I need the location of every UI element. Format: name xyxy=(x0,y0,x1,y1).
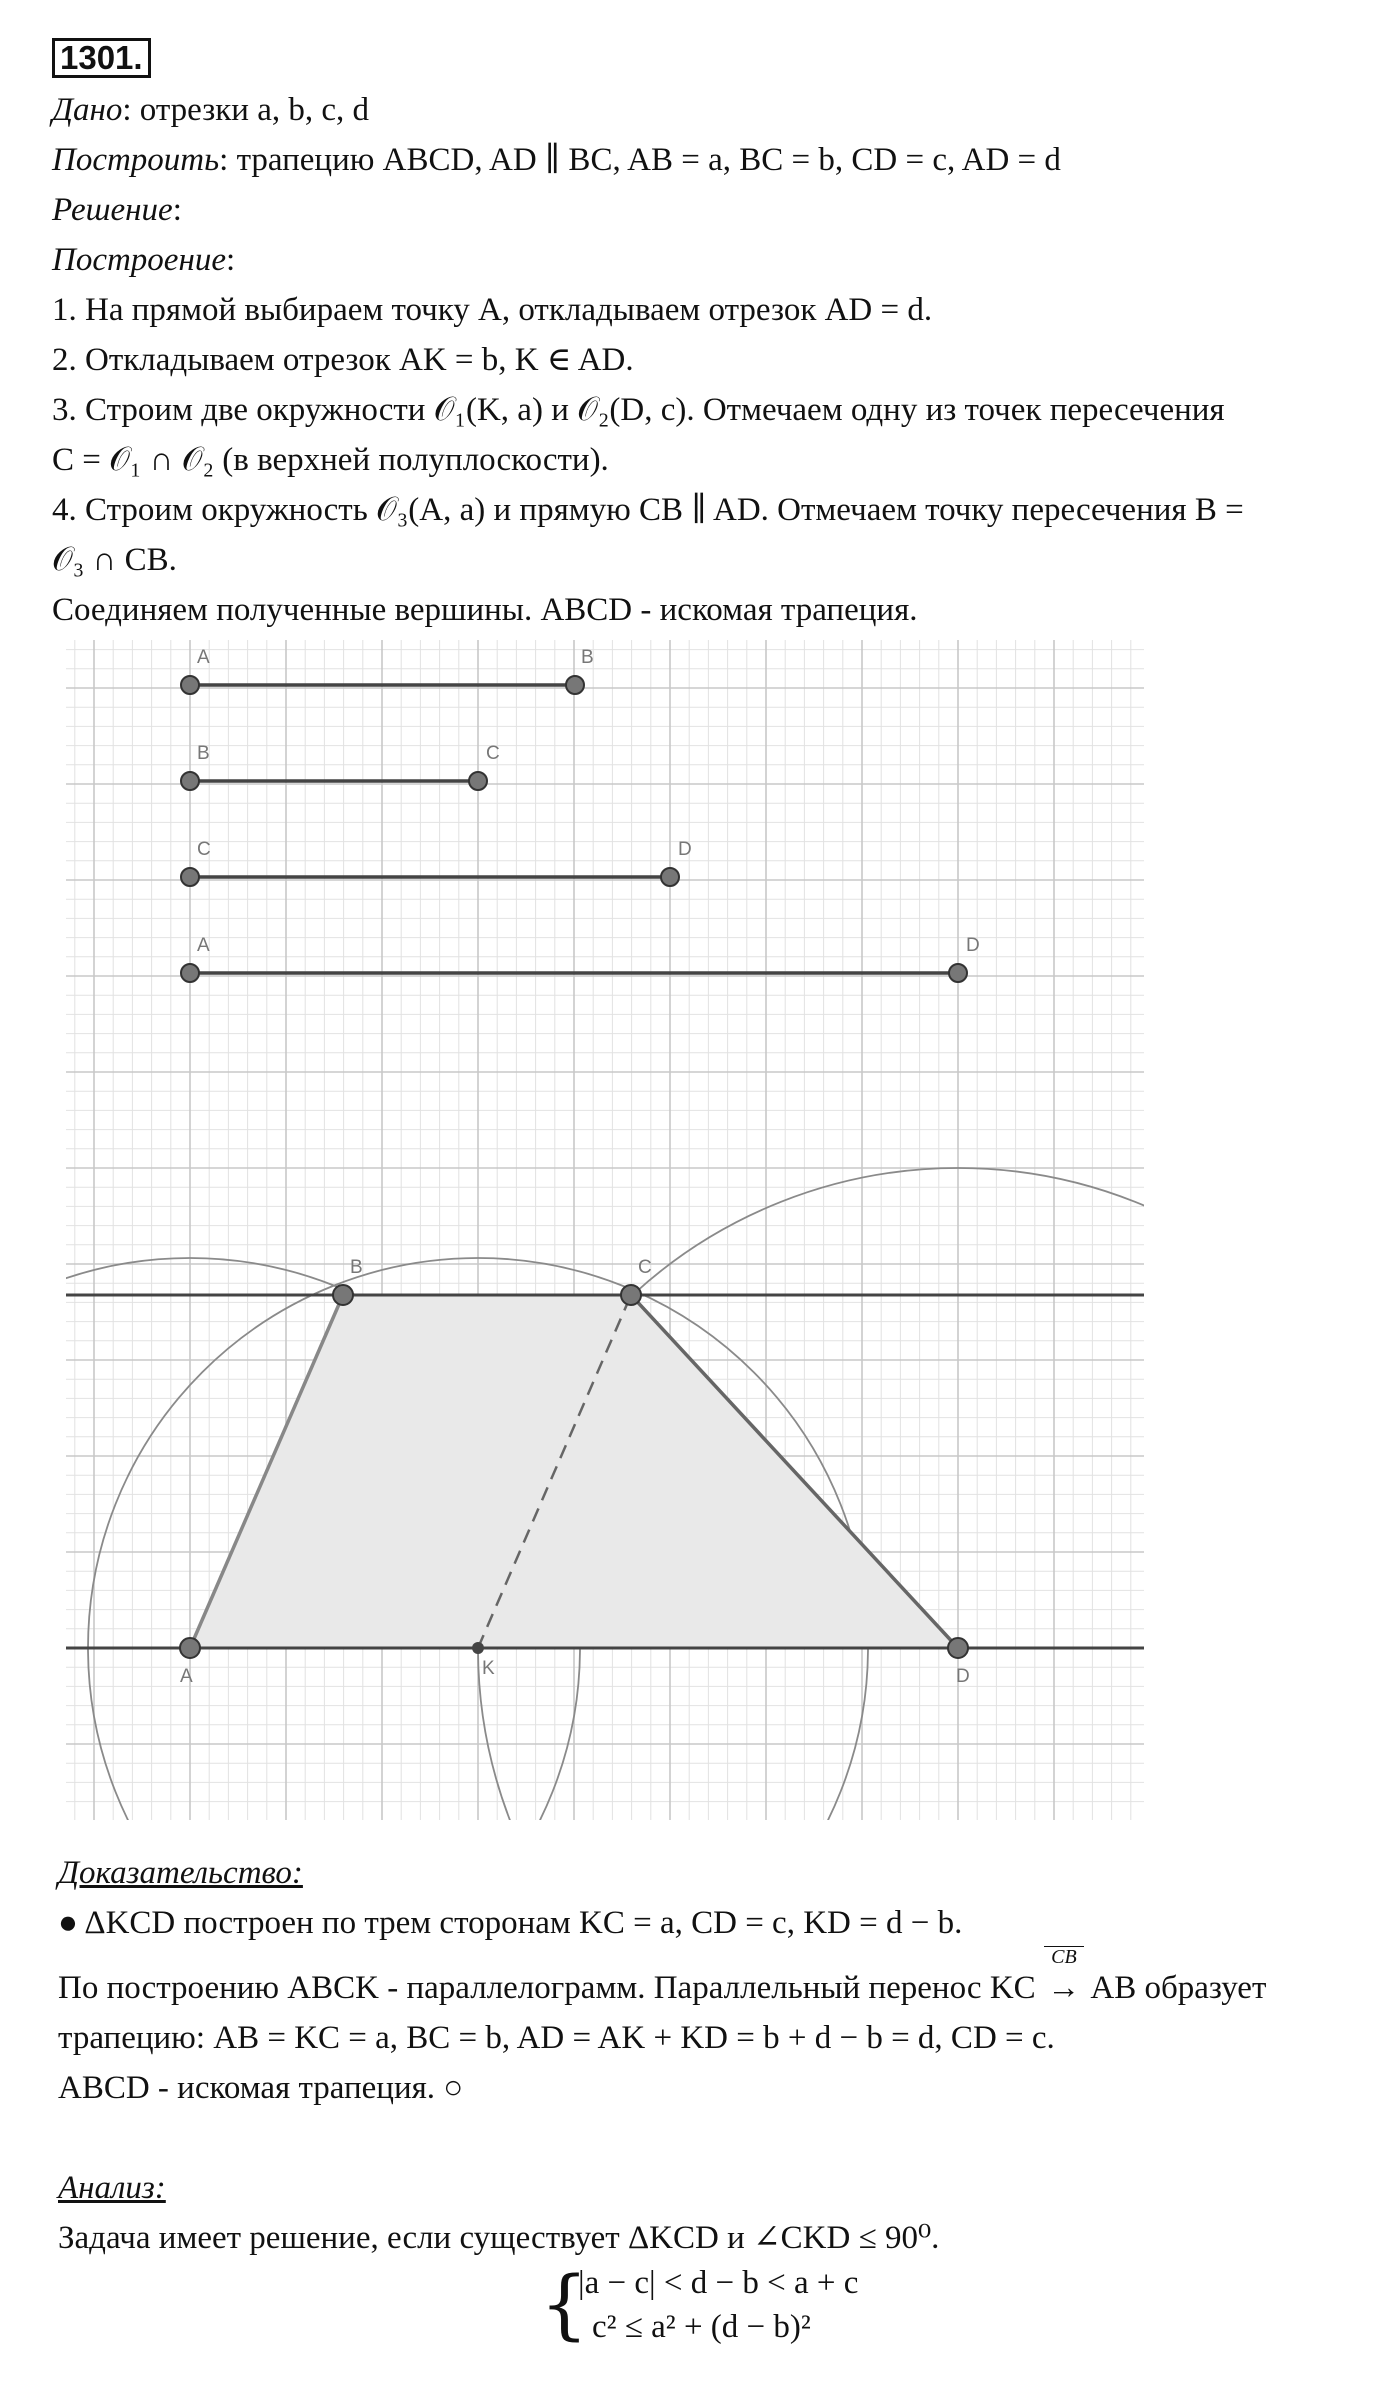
label-a: A xyxy=(180,1666,193,1687)
point-a xyxy=(180,1638,200,1658)
given-segment-c xyxy=(181,839,692,886)
construction-label: Построение xyxy=(52,242,226,278)
construction-line: Построение: xyxy=(52,242,236,278)
point-b xyxy=(333,1285,353,1305)
step-2: 2. Откладываем отрезок AK = b, K ∈ AD. xyxy=(52,342,634,378)
given-text: : отрезки a, b, c, d xyxy=(122,92,370,128)
arrow-icon: → xyxy=(1047,1970,1081,2006)
solution-line: Решение: xyxy=(52,192,182,228)
step-4: 4. Строим окружность 𝒪₃(A, a) и прямую CB ∥ AD. Отмечаем точку пересечения B = xyxy=(52,492,1244,528)
step-4-cont: 𝒪₃ ∩ CB. xyxy=(52,542,177,578)
system-line-2: c² ≤ a² + (d − b)² xyxy=(592,2309,811,2345)
proof-line-2: трапецию: AB = KC = a, BC = b, AD = AK + KD = b + d − b = d, CD = c. xyxy=(58,2020,1055,2056)
label-c: C xyxy=(638,1257,652,1278)
point-d xyxy=(948,1638,968,1658)
translation-vector xyxy=(1044,1946,1084,2008)
conclusion-line: Соединяем полученные вершины. ABCD - искомая трапеция. xyxy=(52,592,918,628)
given-segment-c-start: C xyxy=(197,839,211,860)
given-segment-c-end: D xyxy=(678,839,692,860)
proof-bullet: ● ΔKCD построен по трем сторонам KC = a, CD = c, KD = d − b. xyxy=(58,1905,963,1941)
construct-text: : трапецию ABCD, AD ∥ BC, AB = a, BC = b, CD = c, AD = d xyxy=(219,142,1061,178)
label-k: K xyxy=(482,1658,495,1679)
given-segment-a-end: B xyxy=(581,647,594,668)
given-segment-d-end: D xyxy=(966,935,980,956)
given-segment-b-start: B xyxy=(197,743,210,764)
vector-label: CB xyxy=(1044,1946,1084,1967)
given-segment-a xyxy=(181,647,594,694)
given-segment-b-end: C xyxy=(486,743,500,764)
given-label: Дано xyxy=(52,92,123,128)
label-b: B xyxy=(350,1257,363,1278)
proof-title: Доказательство: xyxy=(58,1855,303,1891)
system-brace: { xyxy=(540,2259,589,2348)
problem-number: 1301. xyxy=(52,38,151,79)
step-3: 3. Строим две окружности 𝒪₁(K, a) и 𝒪₂(D, c). Отмечаем одну из точек пересечения xyxy=(52,392,1225,428)
label-d: D xyxy=(956,1666,970,1687)
analysis-title: Анализ: xyxy=(58,2170,166,2206)
given-segment-d xyxy=(181,935,980,982)
given-segment-d-start: A xyxy=(197,935,210,956)
proof-line-1: По построению ABCK - параллелограмм. Параллельный перенос KC CB → AB образует xyxy=(58,1946,1267,2006)
step-1: 1. На прямой выбираем точку A, откладываем отрезок AD = d. xyxy=(52,292,933,328)
construct-label: Построить xyxy=(52,142,220,178)
point-c xyxy=(621,1285,641,1305)
step-3-cont: C = 𝒪₁ ∩ 𝒪₂ (в верхней полуплоскости). xyxy=(52,442,609,478)
system-line-1: |a − c| < d − b < a + c xyxy=(578,2265,859,2301)
proof-line-3: ABCD - искомая трапеция. ○ xyxy=(58,2070,464,2106)
solution-label: Решение xyxy=(52,192,173,228)
analysis-line: Задача имеет решение, если существует ΔKCD и ∠CKD ≤ 90⁰. xyxy=(58,2220,940,2256)
point-k xyxy=(472,1642,484,1654)
given-segment-a-start: A xyxy=(197,647,210,668)
